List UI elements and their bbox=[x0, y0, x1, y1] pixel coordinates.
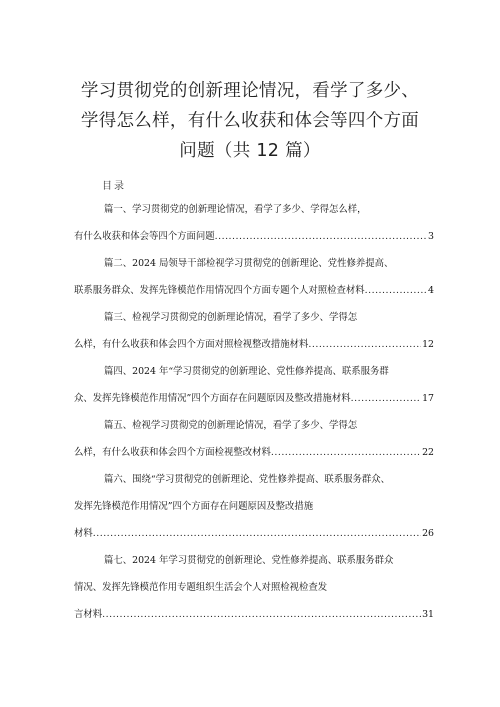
toc-entry-text: 众、发挥先锋模范作用情况”四个方面存在问题原因及整改措施材料 bbox=[74, 393, 351, 404]
toc-entry[interactable] bbox=[74, 551, 434, 632]
toc-entry-text: 么样，有什么收获和体会四个方面对照检视整改措施材料 bbox=[74, 339, 309, 350]
document-title bbox=[40, 76, 460, 166]
toc-entry[interactable] bbox=[74, 470, 434, 551]
toc-dot-leader bbox=[271, 443, 421, 463]
toc-dot-leader bbox=[351, 389, 421, 409]
toc-entry-last-line bbox=[74, 281, 434, 308]
toc-entry[interactable] bbox=[74, 254, 434, 308]
toc-entry-text: 情况、发挥先锋模范作用专题组织生活会个人对照检视检查发 bbox=[74, 582, 328, 593]
title-line: 学习贯彻党的创新理论情况，看学了多少、 bbox=[80, 81, 420, 101]
toc-page-number: 3 bbox=[428, 231, 434, 242]
toc-entry-text: 篇四、2024 年“学习贯彻党的创新理论、党性修养提高、联系服务群 bbox=[104, 366, 389, 377]
title-line: 问题（共 12 篇） bbox=[179, 141, 321, 161]
toc-page-number: 12 bbox=[422, 339, 434, 350]
toc-page-number: 4 bbox=[428, 285, 434, 296]
toc-entry-text: 篇三、检视学习贯彻党的创新理论情况，看学了多少、学得怎 bbox=[104, 312, 358, 323]
toc-entry-text: 篇二、2024 局领导干部检视学习贯彻党的创新理论、党性修养提高、 bbox=[104, 258, 394, 269]
toc-entry-text: 言材料 bbox=[74, 609, 103, 620]
toc-entry[interactable] bbox=[74, 308, 434, 362]
toc-dot-leader bbox=[365, 281, 427, 301]
toc-entry[interactable] bbox=[74, 416, 434, 470]
toc-entry-last-line bbox=[74, 443, 434, 470]
toc-entry-last-line bbox=[74, 389, 434, 416]
table-of-contents bbox=[74, 200, 434, 632]
toc-page-number: 31 bbox=[422, 609, 434, 620]
toc-entry-text: 篇六、围绕“学习贯彻党的创新理论、党性修养提高、联系服务群众、 bbox=[104, 474, 391, 485]
toc-entry-text: 篇五、检视学习贯彻党的创新理论情况，看学了多少、学得怎 bbox=[104, 420, 358, 431]
toc-dot-leader bbox=[93, 524, 421, 544]
toc-entry-text: 发挥先锋模范作用情况”四个方面存在问题原因及整改措施 bbox=[74, 501, 314, 512]
title-line: 学得怎么样，有什么收获和体会等四个方面 bbox=[80, 111, 420, 131]
toc-entry-text: 联系服务群众、发挥先锋模范作用情况四个方面专题个人对照检查材料 bbox=[74, 285, 365, 296]
toc-entry[interactable] bbox=[74, 200, 434, 254]
toc-dot-leader bbox=[102, 605, 421, 625]
toc-entry-last-line bbox=[74, 524, 434, 551]
toc-entry-last-line bbox=[74, 605, 434, 632]
toc-page-number: 22 bbox=[422, 447, 434, 458]
toc-page-number: 17 bbox=[422, 393, 434, 404]
toc-heading: 目录 bbox=[102, 181, 126, 192]
toc-entry-text: 篇一、学习贯彻党的创新理论情况，看学了多少、学得怎么样， bbox=[104, 204, 367, 215]
toc-entry-last-line bbox=[74, 335, 434, 362]
toc-dot-leader bbox=[308, 335, 421, 355]
toc-entry-last-line bbox=[74, 227, 434, 254]
toc-entry-text: 有什么收获和体会等四个方面问题 bbox=[74, 231, 215, 242]
toc-entry-text: 么样，有什么收获和体会四个方面检视整改材料 bbox=[74, 447, 271, 458]
toc-entry-text: 篇七、2024 年学习贯彻党的创新理论、党性修养提高、联系服务群众 bbox=[104, 555, 394, 566]
toc-dot-leader bbox=[215, 227, 427, 247]
toc-entry[interactable] bbox=[74, 362, 434, 416]
toc-page-number: 26 bbox=[422, 528, 434, 539]
toc-entry-text: 材料 bbox=[74, 528, 93, 539]
